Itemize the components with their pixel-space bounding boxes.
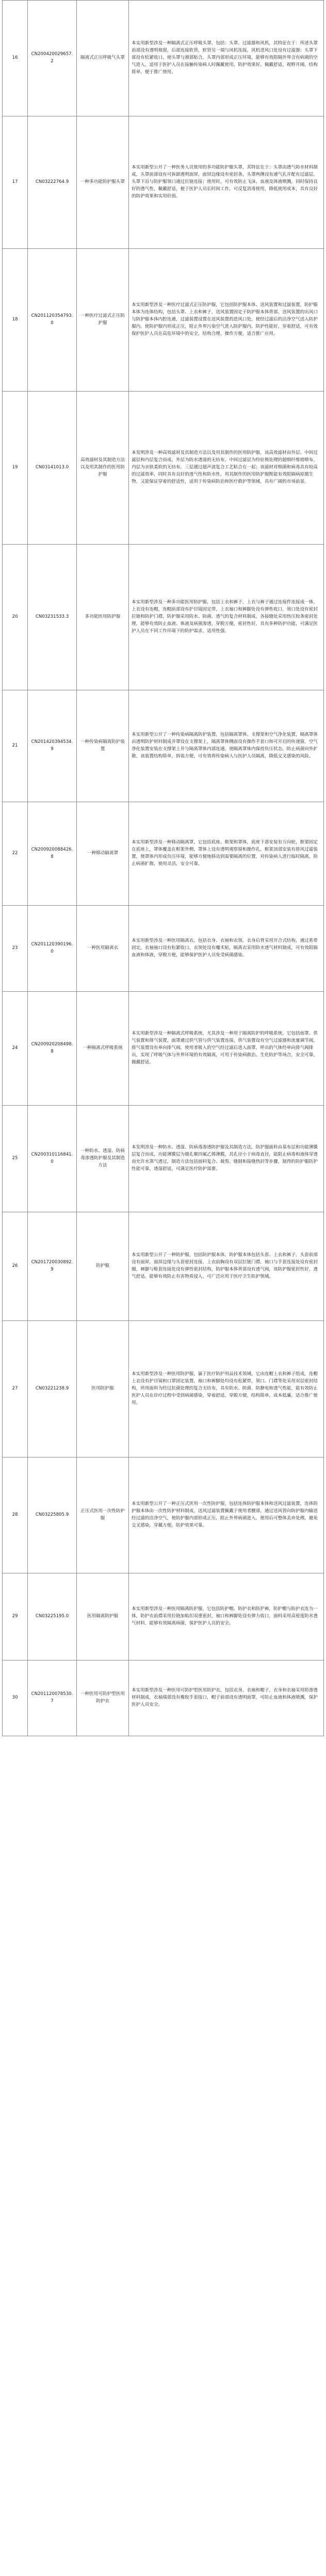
row-index: 18 xyxy=(3,249,28,392)
table-row xyxy=(3,1212,324,1321)
table-row xyxy=(3,1458,324,1573)
table-row xyxy=(3,1321,324,1458)
patent-number: CN200310116841.0 xyxy=(28,1106,77,1212)
patent-abstract: 本实用新型涉及一种医用隔离防护服，它包括防护帽、防护衣和防护裤，防护帽与防护衣连为一体，防护衣前襟采用拉链加粘扣双重密封，袖口和裤脚处设有弹力收口，面料采用高密度防水透气材料，能够有效隔离病菌，保护医护人员的安全。 xyxy=(129,1573,324,1660)
patent-abstract: 本实用新型涉及一种医疗过滤式正压防护服，它包括防护服本体、送风装置和过滤装置，防护服本体为连体结构，包括头罩、上衣和裤子，送风装置固定于防护服本体背部，送风装置的出风口与防护服本体内腔连通，过滤装置设置在送风装置的进风口处，使经过滤后的洁净空气送入防护服内，使防护服内形成正压，阻止外界污染空气进入防护服内，防护性能好，穿着舒适，可有效保护医护人员在高危环境中的安全，结构合理，操作方便，适合推广应用。 xyxy=(129,249,324,392)
patent-name: 正压式医用一次性防护服 xyxy=(77,1458,129,1573)
row-index: 21 xyxy=(3,690,28,802)
patent-number: CN03141013.0 xyxy=(28,392,77,545)
table-row xyxy=(3,906,324,992)
patent-number: CN03225195.0 xyxy=(28,1573,77,1660)
patent-number: CN03225805.9 xyxy=(28,1458,77,1573)
patent-abstract: 本实用新型涉及一种医用隔离衣，包括衣身、衣袖和衣领，衣身后背采用开合式结构，通过系带固定，衣袖袖口设有松紧收口，衣领处设有魔术贴，隔离衣采用防水透气材料制成，可有效阻隔血液和体液，穿脱方便，能够保护医护人员免受病菌感染。 xyxy=(129,906,324,992)
row-index: 23 xyxy=(3,906,28,992)
patent-name: 多功能医用防护服 xyxy=(77,545,129,690)
patent-number: CN201420394534.9 xyxy=(28,690,77,802)
patent-abstract: 本实用新型公开了一种正压式医用一次性防护服，包括连体防护服本体和送风过滤装置，连体防护服本体由一次性防护材料制成，送风过滤装置佩戴于使用者腰部，通过送风管向防护服内输送经过滤的洁净空气，使防护服内部形成正压，阻止外界病菌进入，使用后可整体丢弃处理，避免交叉感染，穿戴方便，防护效果可靠。 xyxy=(129,1458,324,1573)
row-index: 28 xyxy=(3,1458,28,1573)
patent-abstract: 本发明涉及一种高效滤材及其制造方法以及用其制作的医用防护服，该高效滤材由外层、中间过滤层和内层复合而成，外层为防水透湿的无纺布，中间过滤层为经驻极处理的超细纤维熔喷布，内层为亲肤柔软的无纺布，三层通过超声波复合工艺粘合在一起；该滤材对细菌和病毒具有较高的过滤效率，同时具有良好的透气性和防水性，用其制作的医用防护服既能有效阻隔病原微生物，又能保证穿着的舒适性，适用于传染病防治和医疗救护等领域，具有广阔的市场前景。 xyxy=(129,392,324,545)
patent-name: 一种隔离式呼吸系统 xyxy=(77,992,129,1106)
patent-name: 一种移动隔离罩 xyxy=(77,802,129,906)
patent-abstract: 本实用新型涉及一种医用防护服，属于医疗防护用品技术领域，它由连帽上衣和裤子组成，连帽上衣设有护目镜和口罩固定装置，袖口和裤脚处均设有松紧带，领口、门襟等处采用双层密封结构，所用面料为经过抗菌处理的复合无纺布，具有防水、防菌、防静电和透气性能，能有效防止医护人员在诊疗过程中受到病菌感染，穿着舒适，穿脱方便，结构简单，成本低廉，适合推广使用。 xyxy=(129,1321,324,1458)
patent-name: 隔离式正压呼吸气头罩 xyxy=(77,1,129,116)
row-index: 24 xyxy=(3,992,28,1106)
patent-table xyxy=(2,0,324,1736)
row-index: 30 xyxy=(3,1660,28,1736)
patent-number: CN200920208498.8 xyxy=(28,992,77,1106)
patent-number: CN201120354793.0 xyxy=(28,249,77,392)
table-row xyxy=(3,802,324,906)
patent-name: 一种医用可防护型医用防护衣 xyxy=(77,1660,129,1736)
patent-name: 一种多功能防护服头罩 xyxy=(77,116,129,249)
row-index: 20 xyxy=(3,545,28,690)
patent-name: 一种传染病隔离防护装置 xyxy=(77,690,129,802)
table-row xyxy=(3,1660,324,1736)
patent-abstract: 本实用新型涉及一种隔离式呼吸系统，尤其涉及一种用于隔离防护的呼吸系统，它包括面罩、供气装置和排气装置，面罩通过供气管与供气装置连接，供气装置设有空气过滤器和流量调节阀，排气装置设有单向排气阀，使用者吸入的空气经过滤后进入面罩，呼出的气体经单向排气阀排出，实现了呼吸气体与外界环境的有效隔离，可用于传染病救治、生化防护等场合，安全可靠，佩戴舒适。 xyxy=(129,992,324,1106)
patent-name: 医用防护服 xyxy=(77,1321,129,1458)
patent-number: CN201120078530.7 xyxy=(28,1660,77,1736)
row-index: 19 xyxy=(3,392,28,545)
patent-abstract: 本实用新型涉及一种隔离式正压呼吸头罩，包括：头罩、过滤器和风机，其特征在于：所述头罩前部设有透明视窗，后部连接软管，软管另一端与风机连接，风机进风口处设有过滤器；头罩下部设有松紧收口，使头罩与颈部贴合，头罩内部形成正压环境，能够有效阻隔外界含有病菌的空气进入，适用于医护人员在接触传染病人时佩戴使用，防护效果好，佩戴舒适，视野开阔，结构简单，便于推广使用。 xyxy=(129,1,324,116)
row-index: 29 xyxy=(3,1573,28,1660)
table-row xyxy=(3,1573,324,1660)
patent-name: 高效滤材及其制造方法以及用其制作的医用防护服 xyxy=(77,392,129,545)
table-row xyxy=(3,690,324,802)
row-index: 26 xyxy=(3,1212,28,1321)
table-row xyxy=(3,992,324,1106)
patent-abstract: 本实用新型涉及一种多功能医用防护服，包括上衣和裤子，上衣与裤子通过连接件连接成一体，上衣设有连帽，连帽前部设有护目镜固定带，上衣袖口和裤脚处设有弹性收口，领口处设有密封拉链和防护门襟，防护服采用防水、防菌、透气的复合材料制成，各接缝处采用热压胶条密封处理，能够有效防止血液、体液及病菌渗透，穿脱方便，密封性好，具有多种防护功能，可满足医护人员在不同工作环境下的防护需求，适用性强。 xyxy=(129,545,324,690)
table-row xyxy=(3,1106,324,1212)
table-row xyxy=(3,545,324,690)
patent-name: 医用隔离防护服 xyxy=(77,1573,129,1660)
patent-abstract: 本实用新型公开了一种传染病隔离防护装置，包括隔离罩体、支撑架和空气净化装置，隔离罩体由透明防护材料制成并罩设在支撑架上，隔离罩体侧面设有操作手套口和可开启的传递窗，空气净化装置安装在支撑架上并与隔离罩体内部连通，使隔离罩体内保持负压状态，防止病菌向外扩散，该装置结构简单，拆装方便，可有效将传染病人与医护人员隔离，降低交叉感染的风险。 xyxy=(129,690,324,802)
patent-number: CN201720030892.9 xyxy=(28,1212,77,1321)
patent-number: CN03222764.9 xyxy=(28,116,77,249)
patent-abstract: 本实用新型涉及一种移动隔离罩，它包括底座、框架和罩体，底座下部安装有万向轮，框架固定在底座上，罩体覆盖在框架外侧，罩体上设有透明观察窗和操作孔，框架顶部安装有排风过滤装置，使罩体内形成负压环境，能够方便地移动到需要隔离的位置，对传染病人进行临时隔离，防止病菌扩散，使用灵活，安全可靠。 xyxy=(129,802,324,906)
patent-abstract: 本发明涉及一种防水、透湿、防病毒渗透防护服及其制造方法，防护服面料由基布层和功能薄膜层复合而成，功能薄膜层为微孔聚四氟乙烯薄膜，其孔径小于病毒直径，能阻止病毒和液体穿透而允许水蒸气透过，制造方法包括面料复合、裁剪、缝制和接缝热封等步骤，制得的防护服防护性能可靠，透湿舒适，可满足医疗防护需要。 xyxy=(129,1106,324,1212)
patent-abstract: 本实用新型涉及一种医用可防护型医用防护衣，包括衣身、衣袖和帽子，衣身和衣袖采用防渗透材料制成，衣袖端部设有橡胶手套接口，帽子前部设有透明面罩，可防止血液和体液喷溅，保护医护人员安全。 xyxy=(129,1660,324,1736)
table-row xyxy=(3,249,324,392)
patent-name: 一种医用隔离衣 xyxy=(77,906,129,992)
patent-number: CN200920088426.8 xyxy=(28,802,77,906)
table-row xyxy=(3,392,324,545)
row-index: 17 xyxy=(3,116,28,249)
patent-name: 一种防水、透湿、防病毒渗透防护服及其制造方法 xyxy=(77,1106,129,1212)
patent-number: CN03231533.3 xyxy=(28,545,77,690)
table-row xyxy=(3,116,324,249)
patent-abstract: 本实用新型公开了一种防护服，包括防护服本体，防护服本体包括头套、上衣和裤子，头套前部设有面屏，面屏边缘与头套密封连接，上衣前胸设有双层拉链门襟，袖口与手套连接处设有密封圈，裤脚与鞋套连接处设有弹性密封结构，防护服本体背部设有透气阀，该防护服密封性好，透气舒适，能够有效防止有害物质侵入，可广泛应用于医疗卫生防护领域。 xyxy=(129,1212,324,1321)
patent-number: CN201120390196.0 xyxy=(28,906,77,992)
patent-abstract: 本实用新型公开了一种医务人员使用的多功能防护服头罩，其特征在于：头罩由透气防水材料制成，头罩前部设有可拆卸透明面屏，面屏边缘设有密封条，头罩两侧设有通气孔并配有过滤层，头罩下沿与防护服领口通过拉链连接；使用时，可有效防止飞沫、血液及体液喷溅，同时保持良好的透气性，佩戴舒适，便于医护人员长时间工作，可反复消毒使用，降低使用成本，具有良好的防护效果和实用价值。 xyxy=(129,116,324,249)
row-index: 25 xyxy=(3,1106,28,1212)
row-index: 16 xyxy=(3,1,28,116)
patent-name: 一种医疗过滤式正压防护服 xyxy=(77,249,129,392)
table-row xyxy=(3,1,324,116)
patent-number: CN200420029657.2 xyxy=(28,1,77,116)
row-index: 22 xyxy=(3,802,28,906)
patent-name: 防护服 xyxy=(77,1212,129,1321)
patent-number: CN03221238.9 xyxy=(28,1321,77,1458)
row-index: 27 xyxy=(3,1321,28,1458)
